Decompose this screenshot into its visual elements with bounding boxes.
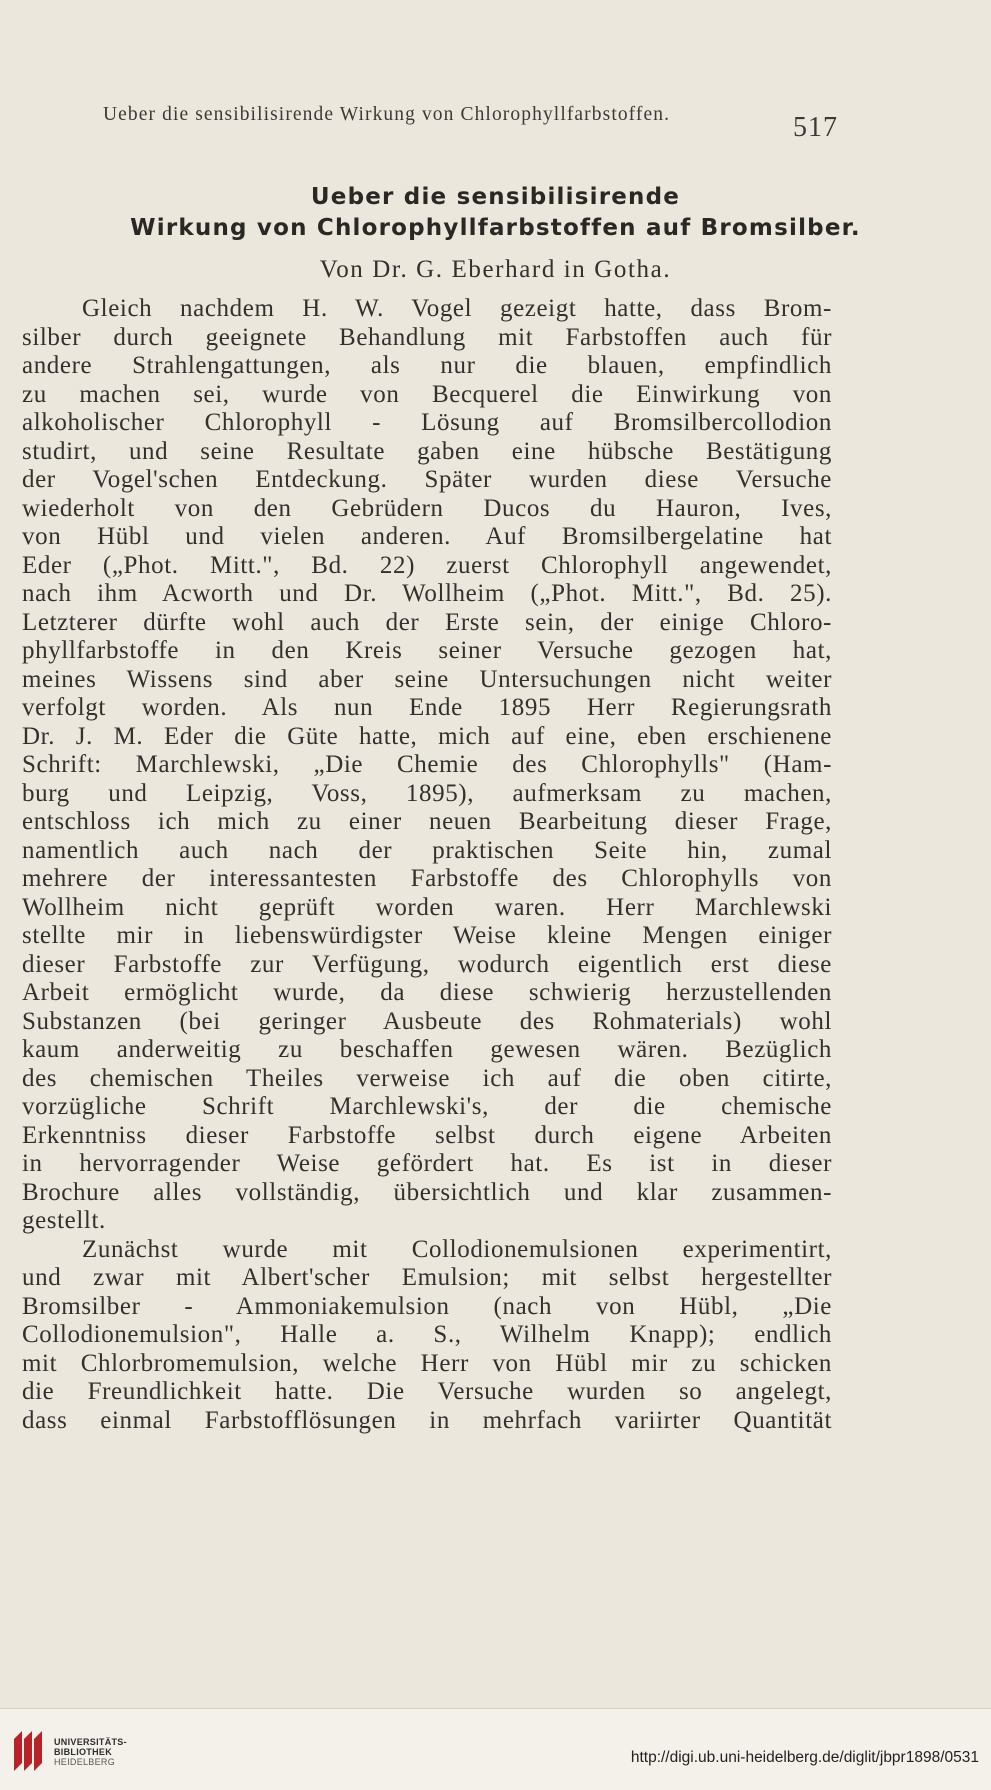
- library-name: [54, 1737, 127, 1767]
- body-line: Collodionemulsion", Halle a. S., Wilhelm Knapp); endlich: [22, 1321, 832, 1348]
- body-line: entschloss ich mich zu einer neuen Bearbeitung dieser Frage,: [22, 808, 832, 835]
- running-head: Ueber die sensibilisirende Wirkung von Chlorophyllfarbstoffen.: [103, 104, 671, 125]
- body-line: Erkenntniss dieser Farbstoffe selbst durch eigene Arbeiten: [22, 1121, 832, 1149]
- body-line: wiederholt von den Gebrüdern Ducos du Hauron, Ives,: [22, 494, 832, 522]
- body-line: Schrift: Marchlewski, „Die Chemie des Chlorophylls" (Ham-: [22, 751, 832, 778]
- article-title-line-2: Wirkung von Chlorophyllfarbstoffen auf Bromsilber.: [130, 215, 861, 241]
- body-line: verfolgt worden. Als nun Ende 1895 Herr Regierungsrath: [22, 694, 832, 721]
- body-line: der Vogel'schen Entdeckung. Später wurden diese Versuche: [22, 466, 832, 493]
- body-line: Gleich nachdem H. W. Vogel gezeigt hatte, dass Brom-: [82, 295, 832, 322]
- author-byline: Von Dr. G. Eberhard in Gotha.: [319, 256, 672, 283]
- body-line: die Freundlichkeit hatte. Die Versuche wurden so angelegt,: [22, 1378, 832, 1405]
- body-line: zu machen sei, wurde von Becquerel die Einwirkung von: [22, 380, 832, 408]
- body-line: dieser Farbstoffe zur Verfügung, wodurch eigentlich erst diese: [22, 950, 832, 978]
- body-line: des chemischen Theiles verweise ich auf die oben citirte,: [22, 1064, 832, 1092]
- body-line: Brochure alles vollständig, übersichtlich und klar zusammen-: [22, 1178, 832, 1206]
- body-line: andere Strahlengattungen, als nur die blauen, empfindlich: [22, 352, 832, 379]
- body-line: stellte mir in liebenswürdigster Weise kleine Mengen einiger: [22, 922, 832, 949]
- body-line: namentlich auch nach der praktischen Seite hin, zumal: [22, 836, 832, 864]
- library-name-line-2: BIBLIOTHEK: [54, 1747, 112, 1757]
- body-line: silber durch geeignete Behandlung mit Farbstoffen auch für: [22, 323, 832, 351]
- body-line: von Hübl und vielen anderen. Auf Bromsilbergelatine hat: [22, 523, 832, 550]
- university-library-logo-icon: [12, 1727, 44, 1773]
- body-line: dass einmal Farbstofflösungen in mehrfach variirter Quantität: [22, 1406, 832, 1434]
- page-number: 517: [793, 112, 838, 143]
- body-line: Eder („Phot. Mitt.", Bd. 22) zuerst Chlorophyll angewendet,: [22, 551, 832, 579]
- body-line: vorzügliche Schrift Marchlewski's, der die chemische: [22, 1093, 832, 1120]
- digitization-footer: [0, 1708, 991, 1790]
- body-line: Letzterer dürfte wohl auch der Erste sein, der einige Chloro-: [22, 608, 832, 636]
- body-line: nach ihm Acworth und Dr. Wollheim („Phot. Mitt.", Bd. 25).: [22, 580, 832, 607]
- body-line: Arbeit ermöglicht wurde, da diese schwierig herzustellenden: [22, 979, 832, 1006]
- body-line: Dr. J. M. Eder die Güte hatte, mich auf eine, eben erschienene: [22, 722, 832, 750]
- body-line: meines Wissens sind aber seine Untersuchungen nicht weiter: [22, 665, 832, 693]
- body-line: alkoholischer Chlorophyll - Lösung auf Bromsilbercollodion: [22, 409, 832, 436]
- body-line: mit Chlorbromemulsion, welche Herr von Hübl mir zu schicken: [22, 1349, 832, 1377]
- body-line: kaum anderweitig zu beschaffen gewesen wären. Bezüglich: [22, 1036, 832, 1063]
- body-line: Wollheim nicht geprüft worden waren. Herr Marchlewski: [22, 893, 832, 921]
- body-line: Substanzen (bei geringer Ausbeute des Rohmaterials) wohl: [22, 1007, 832, 1035]
- article-title-line-1: Ueber die sensibilisirende: [310, 184, 681, 210]
- library-name-line-1: UNIVERSITÄTS-: [54, 1737, 127, 1747]
- body-line: studirt, und seine Resultate gaben eine hübsche Bestätigung: [22, 437, 832, 465]
- body-line: burg und Leipzig, Voss, 1895), aufmerksam zu machen,: [22, 779, 832, 807]
- body-line: und zwar mit Albert'scher Emulsion; mit selbst hergestellter: [22, 1264, 832, 1291]
- body-line: mehrere der interessantesten Farbstoffe des Chlorophylls von: [22, 865, 832, 892]
- body-line: gestellt.: [22, 1207, 106, 1234]
- body-line: phyllfarbstoffe in den Kreis seiner Versuche gezogen hat,: [22, 637, 832, 664]
- body-line: Zunächst wurde mit Collodionemulsionen experimentirt,: [82, 1235, 832, 1263]
- body-line: Bromsilber - Ammoniakemulsion (nach von Hübl, „Die: [22, 1292, 832, 1320]
- source-url-link[interactable]: http://digi.ub.uni-heidelberg.de/diglit/jbpr1898/0531: [630, 1749, 979, 1766]
- library-name-line-3: HEIDELBERG: [54, 1757, 116, 1767]
- body-line: in hervorragender Weise gefördert hat. Es ist in dieser: [22, 1150, 832, 1177]
- article-body: [22, 295, 832, 1435]
